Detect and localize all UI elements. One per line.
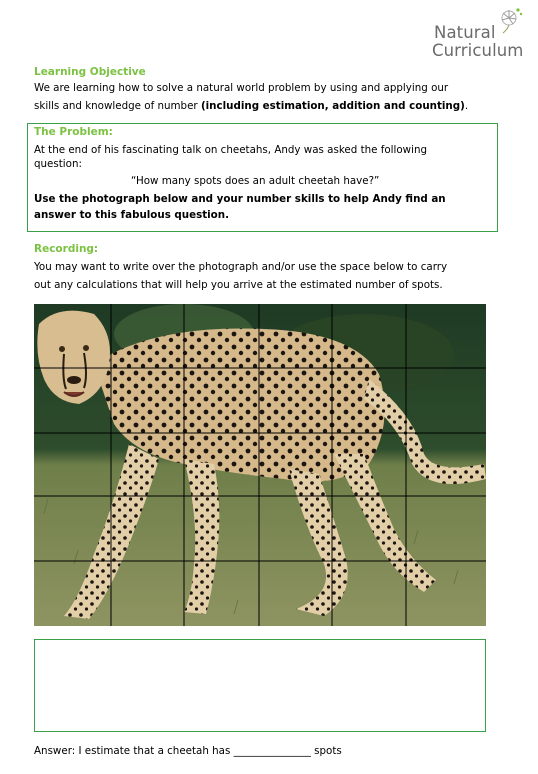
logo-text-curriculum: Curriculum <box>432 41 524 60</box>
recording-line-1: You may want to write over the photograph and/or use the space below to carry <box>34 261 448 273</box>
problem-instruction-2: answer to this fabulous question. <box>34 209 230 221</box>
problem-instruction-1: Use the photograph below and your number skills to help Andy find an <box>34 193 446 205</box>
recording-line-2: out any calculations that will help you arrive at the estimated number of spots. <box>34 279 443 291</box>
working-space-box[interactable] <box>34 639 486 732</box>
objective-line-2-bold: (including estimation, addition and counting) <box>200 100 465 112</box>
objective-line-2 <box>34 100 468 113</box>
objective-heading: Learning Objective <box>34 66 146 78</box>
answer-prefix: Answer: I estimate that a cheetah has <box>34 745 231 757</box>
answer-blank[interactable]: _______________ <box>233 745 311 757</box>
cheetah-photograph <box>34 304 486 626</box>
logo-text-natural: Natural <box>434 23 496 42</box>
problem-quote: “How many spots does an adult cheetah have?” <box>131 175 380 187</box>
dandelion-icon <box>494 6 524 36</box>
problem-heading: The Problem: <box>34 126 113 138</box>
answer-suffix: spots <box>314 745 342 757</box>
recording-heading: Recording: <box>34 243 99 255</box>
objective-line-1: We are learning how to solve a natural world problem by using and applying our <box>34 82 449 94</box>
objective-line-2-text: skills and knowledge of number <box>34 100 201 112</box>
problem-line-1: At the end of his fascinating talk on cheetahs, Andy was asked the following <box>34 144 428 156</box>
answer-line <box>34 745 342 758</box>
objective-line-2-end: . <box>464 100 469 112</box>
problem-line-2: question: <box>34 158 82 170</box>
logo <box>430 6 538 66</box>
